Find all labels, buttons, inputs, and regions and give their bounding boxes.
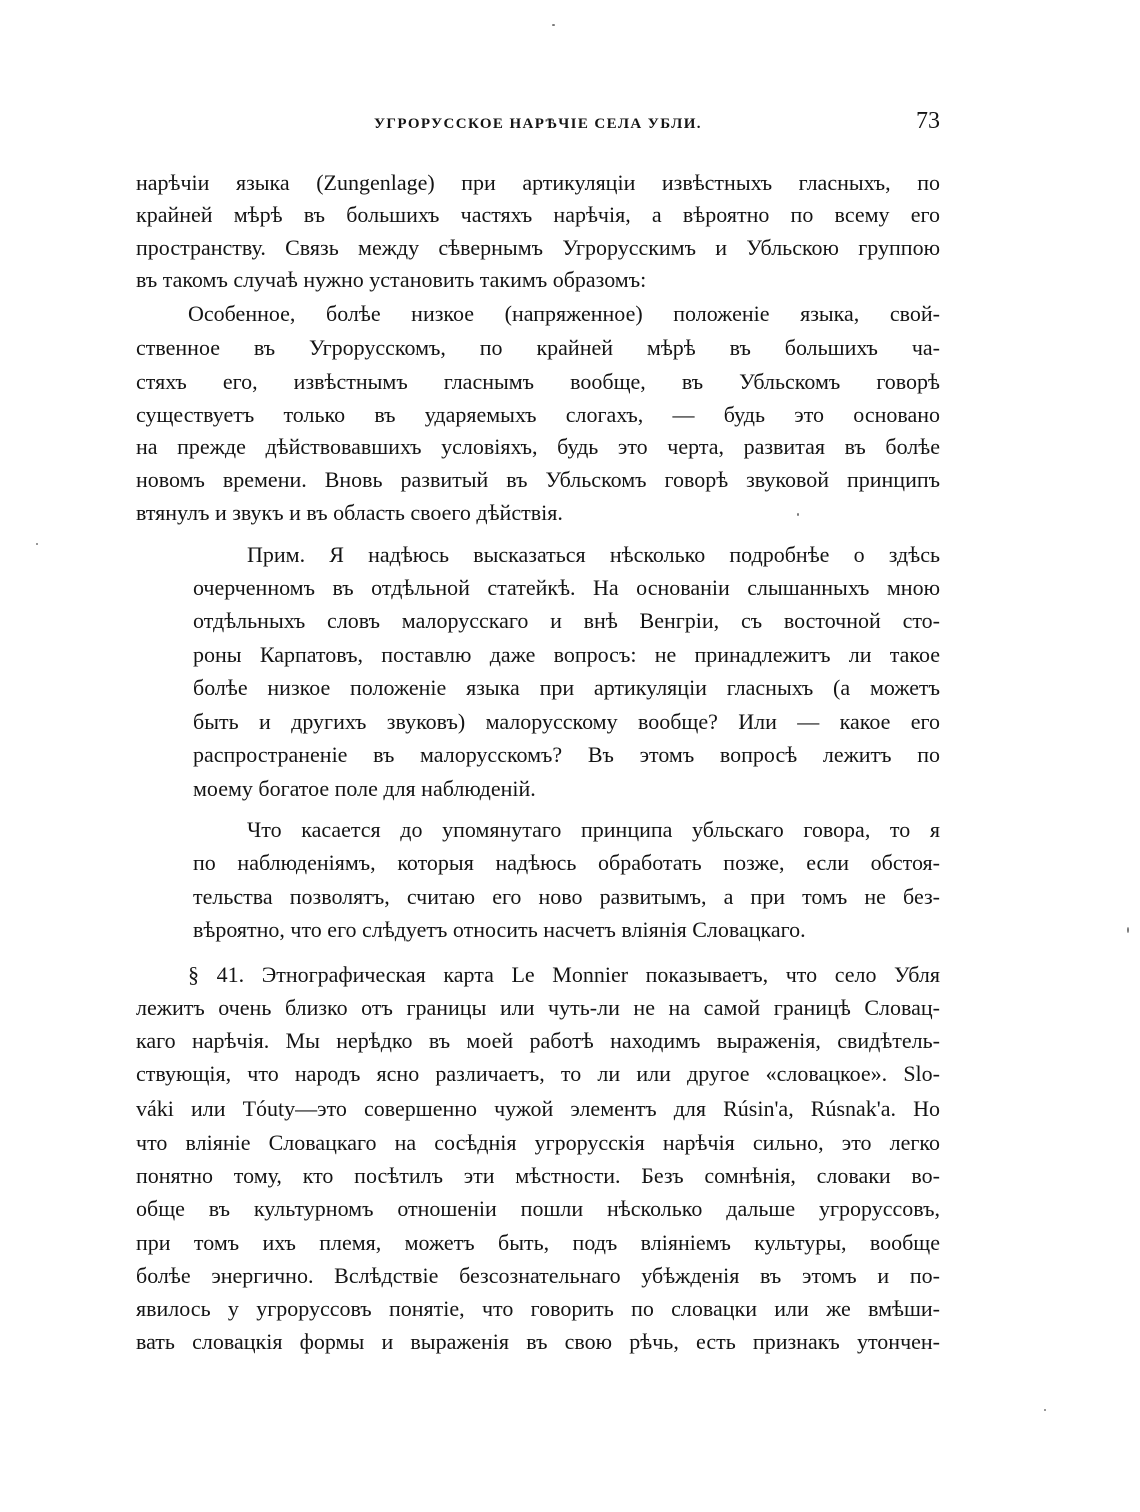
scan-speck (1044, 1409, 1046, 1411)
section-line: болѣе энергично. Вслѣдствіе безсознательнаго убѣжденія въ этомъ и по- (136, 1263, 940, 1288)
text-line: пространству. Связь между сѣвернымъ Угрорусскимъ и Убльскою группою (136, 235, 940, 260)
section-line: при томъ ихъ племя, можетъ быть, подъ вліяніемъ культуры, вообще (136, 1230, 940, 1255)
page-header (374, 108, 940, 142)
note-line: вѣроятно, что его слѣдуетъ относить насчетъ вліянія Словацкаго. (193, 917, 806, 942)
section-line: ствующія, что народъ ясно различаетъ, то ли или другое «словацкое». Slo- (136, 1061, 940, 1086)
note-line: быть и другихъ звуковъ) малорусскому вообще? Или — какое его (193, 709, 940, 734)
note-line: Что касается до упомянутаго принципа убльскаго говора, то я (247, 817, 940, 842)
page-number: 73 (916, 108, 940, 134)
text-line: на прежде дѣйствовавшихъ условіяхъ, будь это черта, развитая въ болѣе (136, 434, 940, 459)
section-line: § 41. Этнографическая карта Le Monnier показываетъ, что село Убля (188, 962, 940, 987)
note-line: распространеніе въ малорусскомъ? Въ этомъ вопросѣ лежитъ по (193, 742, 940, 767)
section-line: váki или Tóuty—это совершенно чужой элементъ для Rúsin'a, Rúsnak'a. Но (136, 1096, 940, 1121)
text-line: ственное въ Угрорусскомъ, по крайней мѣрѣ въ большихъ ча- (136, 335, 940, 360)
section-line: что вліяніе Словацкаго на сосѣднія угрорусскія нарѣчія сильно, это легко (136, 1130, 940, 1155)
text-line: Особенное, болѣе низкое (напряженное) положеніе языка, свой- (188, 301, 940, 326)
note-line: по наблюденіямъ, которыя надѣюсь обработать позже, если обстоя- (193, 850, 940, 875)
scan-speck (797, 513, 799, 516)
text-line: крайней мѣрѣ въ большихъ частяхъ нарѣчія, а вѣроятно по всему его (136, 202, 940, 227)
section-line: явилось у угроруссовъ понятіе, что говорить по словацки или же вмѣши- (136, 1296, 940, 1321)
note-line: тельства позволятъ, считаю его ново развитымъ, а при томъ не без- (193, 884, 940, 909)
text-line: существуетъ только въ ударяемыхъ слогахъ, — будь это основано (136, 402, 940, 427)
text-line: новомъ времени. Вновь развитый въ Убльскомъ говорѣ звуковой принципъ (136, 467, 940, 492)
note-line: роны Карпатовъ, поставлю даже вопросъ: не принадлежитъ ли такое (193, 642, 940, 667)
text-line: нарѣчіи языка (Zungenlage) при артикуляціи извѣстныхъ гласныхъ, по (136, 170, 940, 195)
running-head: УГРОРУССКОЕ НАРѢЧІЕ СЕЛА УБЛИ. (374, 116, 702, 132)
text-line: стяхъ его, извѣстнымъ гласнымъ вообще, въ Убльскомъ говорѣ (136, 369, 940, 394)
section-line: вать словацкія формы и выраженія въ свою рѣчь, есть признакъ утончен- (136, 1329, 940, 1354)
section-line: обще въ культурномъ отношеніи пошли нѣсколько дальше угроруссовъ, (136, 1196, 940, 1221)
note-line: моему богатое поле для наблюденій. (193, 776, 536, 801)
text-line: втянулъ и звукъ и въ область своего дѣйствія. (136, 500, 563, 525)
note-line: болѣе низкое положеніе языка при артикуляціи гласныхъ (а можетъ (193, 675, 940, 700)
note-line: отдѣльныхъ словъ малорусскаго и внѣ Венгріи, съ восточной сто- (193, 608, 940, 633)
section-line: понятно тому, кто посѣтилъ эти мѣстности. Безъ сомнѣнія, словаки во- (136, 1163, 940, 1188)
scan-speck (1127, 927, 1129, 933)
note-line: Прим. Я надѣюсь высказаться нѣсколько подробнѣе о здѣсь (247, 542, 940, 567)
scan-speck (552, 24, 555, 26)
note-line: очерченномъ въ отдѣльной статейкѣ. На основаніи слышанныхъ мною (193, 575, 940, 600)
scan-speck (36, 543, 38, 545)
text-line: въ такомъ случаѣ нужно установить такимъ образомъ: (136, 267, 647, 292)
section-line: лежитъ очень близко отъ границы или чуть-ли не на самой границѣ Словац- (136, 995, 940, 1020)
section-line: каго нарѣчія. Мы нерѣдко въ моей работѣ находимъ выраженія, свидѣтель- (136, 1028, 940, 1053)
